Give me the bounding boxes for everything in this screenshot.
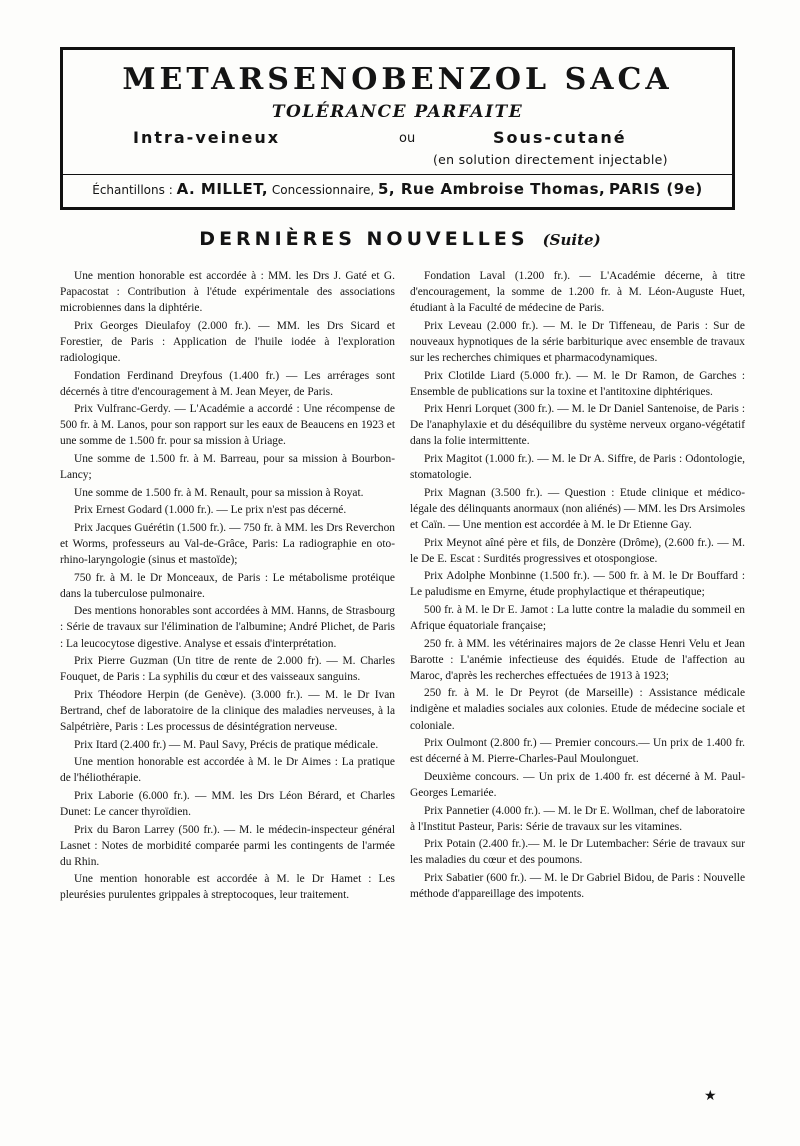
left-paragraph: Prix Théodore Herpin (de Genève). (3.000 fr.). — M. le Dr Ivan Bertrand, chef de laboratoire de la clinique des maladies nerveuses, à la Salpétrière, Paris : Les processus de désintégration nerveuse. <box>60 688 395 734</box>
right-paragraph: Prix Potain (2.400 fr.).— M. le Dr Lutembacher: Série de travaux sur les maladies du cœur et des poumons. <box>410 838 745 867</box>
right-column <box>410 268 745 904</box>
advert-route-right: Sous-cutané <box>493 128 627 147</box>
right-paragraph: Deuxième concours. — Un prix de 1.400 fr. est décerné à M. Paul-Georges Lemariée. <box>410 770 745 799</box>
advert-route-mid: ou <box>399 131 416 146</box>
left-paragraph: Des mentions honorables sont accordées à MM. Hanns, de Strasbourg : Série de travaux sur l'élimination de l'albumine; André Plichet, de Paris : La leucocytose digestive. Analyse et essais d'interprétation. <box>60 605 395 650</box>
advert-routes <box>63 128 732 152</box>
right-paragraph: Fondation Laval (1.200 fr.). — L'Académie décerne, à titre d'encouragement, la somme de 1.200 fr. à M. Léon-Auguste Huet, étudiant à la Faculté de médecine de Paris. <box>410 270 745 315</box>
left-paragraph: Prix Pierre Guzman (Un titre de rente de 2.000 fr). — M. Charles Fouquet, de Paris : La syphilis du cœur et des vaisseaux sanguins. <box>60 655 395 684</box>
left-paragraph: Prix Itard (2.400 fr.) — M. Paul Savy, Précis de pratique médicale. <box>74 738 379 751</box>
section-heading <box>0 228 800 250</box>
advert-route-left: Intra-veineux <box>133 128 281 147</box>
advert-brand: METARSENOBENZOL SACA <box>122 62 673 97</box>
advert-tolerance: TOLÉRANCE PARFAITE <box>271 102 524 122</box>
section-title: DERNIÈRES NOUVELLES <box>199 228 529 250</box>
left-paragraph: Une mention honorable est accordée à M. le Dr Aimes : La pratique de l'héliothérapie. <box>60 756 395 785</box>
left-column <box>60 268 395 905</box>
left-paragraph: Prix du Baron Larrey (500 fr.). — M. le médecin-inspecteur général Lasnet : Notes de morbidité comparée parmi les contingents de l'armée du Rhin. <box>60 823 395 868</box>
advert-footer <box>63 180 732 198</box>
left-paragraph: Une somme de 1.500 fr. à M. Renault, pour sa mission à Royat. <box>74 486 364 499</box>
advert-footer-address: 5, Rue Ambroise Thomas, <box>377 180 606 198</box>
left-paragraph: Prix Georges Dieulafoy (2.000 fr.). — MM. les Drs Sicard et Forestier, de Paris : Application de l'huile iodée à l'exploration radiologique. <box>60 319 395 364</box>
left-paragraph: Une mention honorable est accordée à : MM. les Drs J. Gaté et G. Papacostat : Contribution à l'étude expérimentale des associations microbiennes dans la diphtérie. <box>60 270 395 315</box>
right-paragraph: Prix Henri Lorquet (300 fr.). — M. le Dr Daniel Santenoise, de Paris : De l'anaphylaxie et du déséquilibre du système nerveux organo-végétatif dans la folie intermittente. <box>410 403 745 448</box>
right-paragraph: 250 fr. à MM. les vétérinaires majors de 2e classe Henri Velu et Jean Barotte : L'anémie infectieuse des équidés. Etude de l'affection au Maroc, d'après les recherches effectuées de 1913 à 1923; <box>410 637 745 682</box>
left-paragraph: Prix Vulfranc-Gerdy. — L'Académie a accordé : Une récompense de 500 fr. à M. Lanos, pour son rapport sur les eaux de Beaucens en 1923 et une somme de 1.500 fr. pour sa mission à Uriage. <box>60 403 395 448</box>
section-suite: (Suite) <box>542 231 601 249</box>
advert-footer-role: Concessionnaire, <box>271 183 375 197</box>
left-paragraph: Prix Laborie (6.000 fr.). — MM. les Drs Léon Bérard, et Charles Dunet: Le cancer thyroïdien. <box>60 789 395 818</box>
left-paragraph: Une mention honorable est accordée à M. le Dr Hamet : Les pleurésies purulentes grippales à streptocoques, leur traitement. <box>60 873 395 902</box>
right-paragraph: Prix Pannetier (4.000 fr.). — M. le Dr E. Wollman, chef de laboratoire à l'Institut Pasteur, Paris: Série de travaux sur les vitamines. <box>410 804 745 833</box>
left-paragraph: Fondation Ferdinand Dreyfous (1.400 fr.) — Les arrérages sont décernés à titre d'encouragement à M. Jean Meyer, de Paris. <box>60 369 395 398</box>
right-paragraph: 250 fr. à M. le Dr Peyrot (de Marseille) : Assistance médicale indigène et maladies sociales aux colonies. Etude de médecine sociale et coloniale. <box>410 687 745 732</box>
right-paragraph: Prix Magnan (3.500 fr.). — Question : Etude clinique et médico-légale des délinquants anormaux (non aliénés) — MM. les Drs Arsimoles et Caïn. — Une mention est accordée à M. le Dr Etienne Gay. <box>410 486 746 531</box>
right-paragraph: Prix Meynot aîné père et fils, de Donzère (Drôme), (2.600 fr.). — M. le De E. Escat : Surdités progressives et otospongiose. <box>410 536 745 565</box>
right-paragraph: 500 fr. à M. le Dr E. Jamot : La lutte contre la maladie du sommeil en Afrique équatoriale française; <box>410 603 745 632</box>
right-paragraph: Prix Adolphe Monbinne (1.500 fr.). — 500 fr. à M. le Dr Bouffard : Le paludisme en Emyrne, étude prophylactique et thérapeutique; <box>410 570 745 599</box>
left-paragraph: Prix Ernest Godard (1.000 fr.). — Le prix n'est pas décerné. <box>74 504 347 517</box>
left-paragraph: Prix Jacques Guérétin (1.500 fr.). — 750 fr. à MM. les Drs Reverchon et Worms, professeurs au Val-de-Grâce, Paris: La radiographie en oto-rhino-laryngologie (sinus et mastoïde); <box>60 521 395 567</box>
left-paragraph: Une somme de 1.500 fr. à M. Barreau, pour sa mission à Bourbon-Lancy; <box>60 453 395 482</box>
right-paragraph: Prix Clotilde Liard (5.000 fr.). — M. le Dr Ramon, de Garches : Ensemble de publications sur la toxine et l'antitoxine diphtériques. <box>410 369 745 398</box>
advertisement-box <box>60 47 735 210</box>
right-paragraph: Prix Oulmont (2.800 fr.) — Premier concours.— Un prix de 1.400 fr. est décerné à M. Pierre-Charles-Paul Moulonguet. <box>410 737 745 766</box>
advert-footer-prefix: Échantillons : <box>92 183 173 197</box>
right-paragraph: Prix Magitot (1.000 fr.). — M. le Dr A. Siffre, de Paris : Odontologie, stomatologie. <box>410 453 745 482</box>
advert-footer-city: PARIS (9e) <box>609 180 703 198</box>
advert-divider <box>63 174 732 175</box>
advert-footer-name: A. MILLET, <box>176 180 269 198</box>
advert-note: (en solution directement injectable) <box>433 152 668 167</box>
right-paragraph: Prix Leveau (2.000 fr.). — M. le Dr Tiffeneau, de Paris : Sur de nouveaux hypnotiques de la série barbiturique avec ensemble de travaux sur les recherches chimiques et pharmacodynamiques. <box>410 319 745 364</box>
end-mark-star-icon: ★ <box>704 1088 717 1104</box>
left-paragraph: 750 fr. à M. le Dr Monceaux, de Paris : Le métabolisme protéique dans la tuberculose pulmonaire. <box>60 571 395 600</box>
right-paragraph: Prix Sabatier (600 fr.). — M. le Dr Gabriel Bidou, de Paris : Nouvelle méthode d'appareillage des impotents. <box>410 871 745 900</box>
